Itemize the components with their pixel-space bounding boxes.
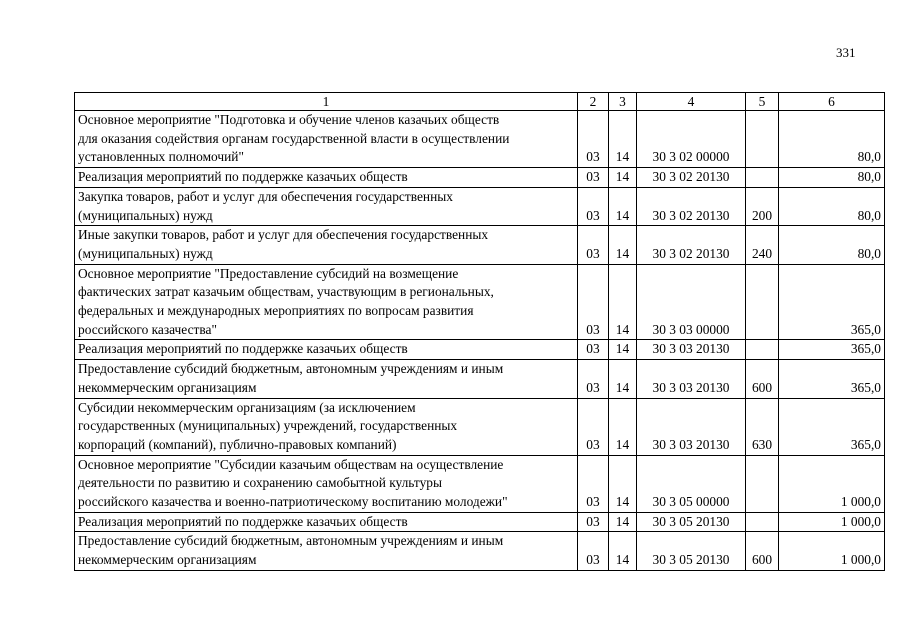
description-line: Реализация мероприятий по поддержке казачьих обществ [78, 169, 408, 185]
description-line: Иные закупки товаров, работ и услуг для обеспечения государственных [78, 227, 489, 243]
row-description [75, 512, 578, 532]
expense-type-code: 600 [746, 532, 779, 570]
row-description [75, 226, 578, 264]
description-line: Основное мероприятие "Подготовка и обучение членов казачьих обществ [78, 112, 500, 127]
table-header-row [75, 93, 885, 111]
description-line: некоммерческим организациям [78, 552, 257, 568]
subsection-code: 14 [609, 398, 637, 455]
description-line: Реализация мероприятий по поддержке казачьих обществ [78, 513, 408, 529]
target-article-code: 30 3 05 20130 [637, 512, 746, 532]
section-code: 03 [578, 512, 609, 532]
row-description [75, 111, 578, 168]
column-header: 4 [637, 93, 746, 111]
section-code: 03 [578, 340, 609, 360]
section-code: 03 [578, 398, 609, 455]
column-header: 2 [578, 93, 609, 111]
description-line: Субсидии некоммерческим организациям (за исключением [78, 399, 416, 415]
row-description [75, 168, 578, 188]
table-row [75, 512, 885, 532]
page-number: 331 [836, 45, 856, 60]
description-line: Основное мероприятие "Субсидии казачьим обществам на осуществление [78, 456, 504, 472]
target-article-code: 30 3 02 20130 [637, 226, 746, 264]
row-description [75, 360, 578, 398]
section-code: 03 [578, 111, 609, 168]
table-row [75, 264, 885, 340]
description-line: Закупка товаров, работ и услуг для обеспечения государственных [78, 188, 453, 204]
expense-type-code: 200 [746, 187, 779, 225]
table-row [75, 168, 885, 188]
table-row [75, 360, 885, 398]
target-article-code: 30 3 02 20130 [637, 187, 746, 225]
amount: 1 000,0 [779, 512, 885, 532]
subsection-code: 14 [609, 168, 637, 188]
subsection-code: 14 [609, 187, 637, 225]
description-line: для оказания содействия органам государственной власти в осуществлении [78, 130, 510, 146]
table-row [75, 226, 885, 264]
expense-type-code: 630 [746, 398, 779, 455]
description-line: государственных (муниципальных) учреждений, государственных [78, 418, 458, 434]
subsection-code: 14 [609, 340, 637, 360]
expense-type-code [746, 512, 779, 532]
table-row [75, 111, 885, 168]
expense-type-code [746, 340, 779, 360]
description-line: некоммерческим организациям [78, 379, 257, 395]
row-description [75, 532, 578, 570]
expense-type-code: 240 [746, 226, 779, 264]
description-line: корпораций (компаний), публично-правовых компаний) [78, 436, 397, 452]
expense-type-code [746, 168, 779, 188]
row-description [75, 455, 578, 512]
target-article-code: 30 3 03 20130 [637, 398, 746, 455]
column-header: 5 [746, 93, 779, 111]
row-description [75, 187, 578, 225]
amount: 80,0 [779, 187, 885, 225]
amount: 365,0 [779, 340, 885, 360]
expense-type-code: 600 [746, 360, 779, 398]
description-line: Реализация мероприятий по поддержке казачьих обществ [78, 341, 408, 357]
section-code: 03 [578, 455, 609, 512]
target-article-code: 30 3 03 20130 [637, 340, 746, 360]
amount: 365,0 [779, 398, 885, 455]
description-line: деятельности по развитию и сохранению самобытной культуры [78, 475, 442, 491]
description-line: (муниципальных) нужд [78, 207, 213, 223]
description-line: (муниципальных) нужд [78, 245, 213, 261]
target-article-code: 30 3 05 00000 [637, 455, 746, 512]
target-article-code: 30 3 05 20130 [637, 532, 746, 570]
amount: 365,0 [779, 264, 885, 340]
description-line: федеральных и международных мероприятиях по вопросам развития [78, 303, 474, 319]
budget-table [74, 92, 885, 571]
subsection-code: 14 [609, 264, 637, 340]
table-row [75, 340, 885, 360]
subsection-code: 14 [609, 226, 637, 264]
target-article-code: 30 3 02 20130 [637, 168, 746, 188]
subsection-code: 14 [609, 111, 637, 168]
subsection-code: 14 [609, 455, 637, 512]
subsection-code: 14 [609, 512, 637, 532]
table-row [75, 398, 885, 455]
subsection-code: 14 [609, 360, 637, 398]
table-row [75, 532, 885, 570]
target-article-code: 30 3 02 00000 [637, 111, 746, 168]
table-row [75, 187, 885, 225]
description-line: российского казачества" [78, 321, 217, 337]
column-header: 1 [75, 93, 578, 111]
amount: 80,0 [779, 168, 885, 188]
section-code: 03 [578, 226, 609, 264]
table-row [75, 455, 885, 512]
description-line: Предоставление субсидий бюджетным, автономным учреждениям и иным [78, 361, 504, 377]
amount: 80,0 [779, 226, 885, 264]
row-description [75, 398, 578, 455]
section-code: 03 [578, 264, 609, 340]
section-code: 03 [578, 532, 609, 570]
section-code: 03 [578, 187, 609, 225]
expense-type-code [746, 111, 779, 168]
description-line: фактических затрат казачьим обществам, участвующим в региональных, [78, 284, 494, 300]
expense-type-code [746, 455, 779, 512]
amount: 1 000,0 [779, 455, 885, 512]
description-line: Предоставление субсидий бюджетным, автономным учреждениям и иным [78, 533, 504, 549]
column-header: 3 [609, 93, 637, 111]
description-line: установленных полномочий" [78, 149, 244, 165]
expense-type-code [746, 264, 779, 340]
target-article-code: 30 3 03 00000 [637, 264, 746, 340]
subsection-code: 14 [609, 532, 637, 570]
section-code: 03 [578, 168, 609, 188]
row-description [75, 340, 578, 360]
amount: 1 000,0 [779, 532, 885, 570]
description-line: российского казачества и военно-патриотическому воспитанию молодежи" [78, 494, 508, 510]
row-description [75, 264, 578, 340]
section-code: 03 [578, 360, 609, 398]
amount: 80,0 [779, 111, 885, 168]
amount: 365,0 [779, 360, 885, 398]
target-article-code: 30 3 03 20130 [637, 360, 746, 398]
column-header: 6 [779, 93, 885, 111]
description-line: Основное мероприятие "Предоставление субсидий на возмещение [78, 265, 459, 281]
